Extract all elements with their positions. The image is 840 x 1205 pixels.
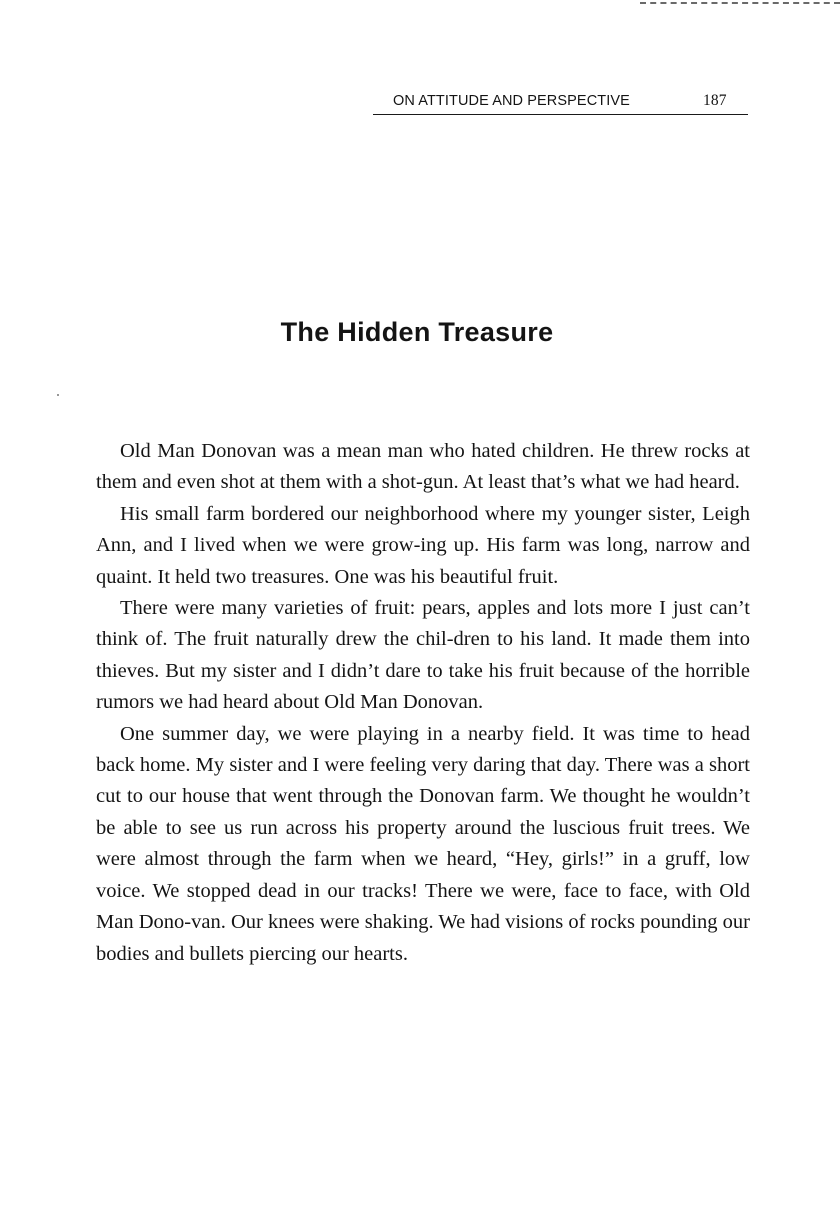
page-number: 187 [703,92,727,109]
running-title: ON ATTITUDE AND PERSPECTIVE [393,93,630,109]
body-text [96,436,750,970]
running-header [373,90,748,115]
paragraph-1: Old Man Donovan was a mean man who hated children. He threw rocks at them and even shot at them with a shot-gun. At least that’s what we had heard. [96,440,750,494]
paragraph-2: His small farm bordered our neighborhood where my younger sister, Leigh Ann, and I lived when we were grow-ing up. His farm was long, narrow and quaint. It held two treasures. One was his beautiful fruit. [96,502,750,588]
paragraph-4: One summer day, we were playing in a nearby field. It was time to head back home. My sister and I were feeling very daring that day. There was a short cut to our house that went through the Donovan farm. We thought he wouldn’t be able to see us run across his property around the luscious fruit trees. We were almost through the farm when we heard, “Hey, girls!” in a gruff, low voice. We stopped dead in our tracks! There we were, face to face, with Old Man Dono-van. Our knees were shaking. We had visions of rocks pounding our bodies and bullets piercing our hearts. [96,722,750,965]
chapter-title: The Hidden Treasure [280,317,554,347]
scan-speck [57,394,59,396]
paragraph-3: There were many varieties of fruit: pears, apples and lots more I just can’t think of. The fruit naturally drew the chil-dren to his land. It made them into thieves. But my sister and I didn’t dare to take his fruit because of the horrible rumors we had heard about Old Man Donovan. [96,597,750,714]
scan-edge-mark [640,2,840,4]
